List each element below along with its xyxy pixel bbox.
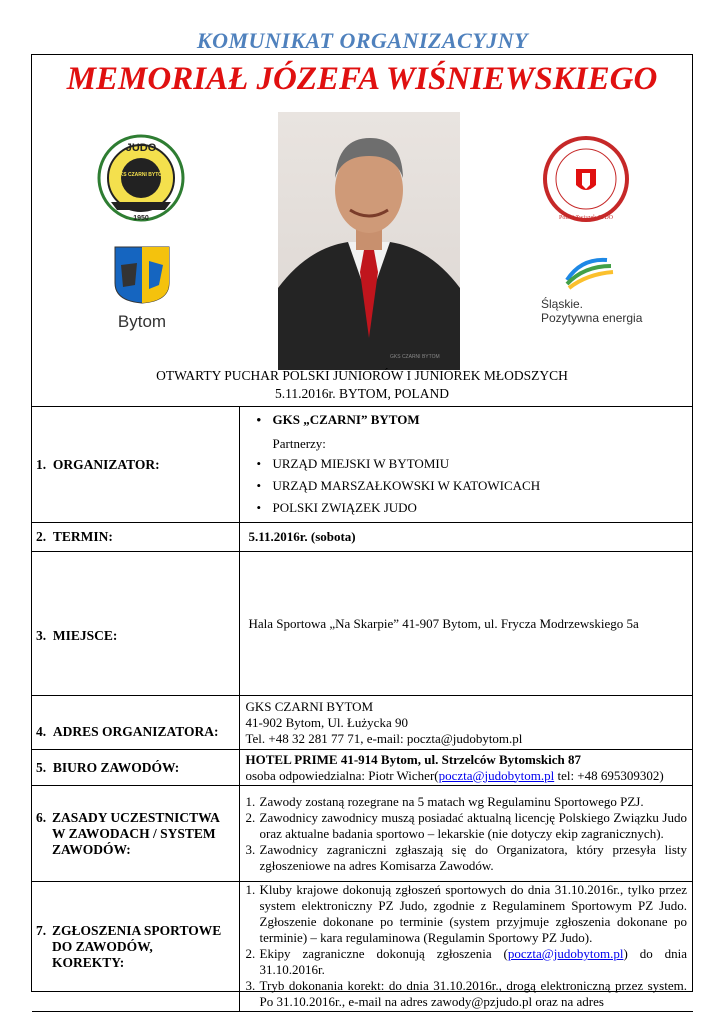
miejsce-value: Hala Sportowa „Na Skarpie” 41-907 Bytom, ul. Frycza Modrzewskiego 5a (239, 552, 693, 696)
zasady-item: 2. Zawodnicy zawodnicy muszą posiadać aktualną licencję Polskiego Związku Judo oraz aktualne badania sportowo – lekarskie (nie dotyczy ekip zagranicznych). (245, 809, 687, 841)
biuro-line-2: osoba odpowiedzialna: Piotr Wicher(poczta@judobytom.pl tel: +48 695309302) (245, 767, 664, 783)
biuro-label: 5. BIURO ZAWODÓW: (32, 750, 239, 786)
row-zasady (32, 786, 693, 882)
document-title: MEMORIAŁ JÓZEFA WIŚNIEWSKIEGO (66, 61, 658, 97)
zasady-item: 3. Zawodnicy zagraniczni zgłaszają się do Organizatora, który przesyła listy zgłoszeniowe na adres Komisarza Zawodów. (245, 841, 687, 873)
organizator-label: 1. ORGANIZATOR: (32, 407, 239, 523)
zasady-value (239, 786, 693, 882)
row-biuro (32, 750, 693, 786)
row-zgloszenia (32, 882, 693, 1012)
row-adres (32, 696, 693, 750)
organizer-main: • GKS „CZARNI” BYTOM (249, 412, 688, 428)
info-table (32, 406, 693, 1012)
row-termin (32, 523, 693, 552)
zgloszenia-item: 3. Tryb dokonania korekt: do dnia 31.10.2016r., drogą elektroniczną przez system. Po 31.10.2016r., e-mail na adres zawody@pzjudo.pl oraz na adres (245, 978, 687, 1009)
event-line-2: 5.11.2016r. BYTOM, POLAND (274, 386, 449, 401)
partner-item: • POLSKI ZWIĄZEK JUDO (249, 500, 688, 516)
document-subtitle: KOMUNIKAT ORGANIZACYJNY (196, 28, 529, 53)
zgloszenia-label: 7. ZGŁOSZENIA SPORTOWE DO ZAWODÓW, KOREKTY: (32, 882, 239, 1012)
partner-item: • URZĄD MIEJSKI W BYTOMIU (249, 456, 688, 472)
biuro-value (239, 750, 693, 786)
adres-label: 4. ADRES ORGANIZATORA: (32, 696, 239, 750)
zgloszenia-email-link[interactable]: poczta@judobytom.pl (507, 946, 624, 961)
judo-club-logo (95, 132, 187, 224)
judo-logo-ring-text: GKS CZARNI BYTOM (115, 172, 167, 178)
termin-label: 2. TERMIN: (32, 523, 239, 552)
judo-logo-year: 1950 (133, 215, 149, 222)
termin-value: 5.11.2016r. (sobota) (239, 523, 693, 552)
miejsce-label: 3. MIEJSCE: (32, 552, 239, 696)
organizator-value (239, 407, 693, 523)
slaskie-logo-line1: Śląskie. (541, 297, 584, 311)
pzj-logo (542, 135, 630, 223)
slaskie-logo-line2: Pozytywna energia (541, 311, 643, 325)
bytom-logo-name: Bytom (117, 312, 167, 331)
zgloszenia-value (239, 882, 693, 1012)
bytom-logo (107, 245, 177, 335)
biuro-line-1: HOTEL PRIME 41-914 Bytom, ul. Strzelców Bytomskich 87 (245, 751, 581, 767)
event-line-1: OTWARTY PUCHAR POLSKI JUNIORÓW I JUNIOREK MŁODSZYCH (156, 368, 568, 383)
adres-value (239, 696, 693, 750)
portrait-photo (278, 112, 460, 370)
photo-caption: GKS CZARNI BYTOM (390, 354, 440, 360)
row-miejsce (32, 552, 693, 696)
zgloszenia-item: 1. Kluby krajowe dokonują zgłoszeń sportowych do dnia 31.10.2016r., tylko przez system elektroniczny PZ Judo, zgodnie z Regulaminem Sportowym PZ Judo. Zgłoszenie dokonane po terminie (system przyjmuje zgłoszenia dokonane po terminie) – kara regulaminowa (Regulamin Sportowy PZ Judo). (245, 882, 687, 945)
zasady-item: 1. Zawody zostaną rozegrane na 5 matach wg Regulaminu Sportowego PZJ. (245, 793, 644, 809)
adres-line-2: 41-902 Bytom, Ul. Łużycka 90 (245, 715, 408, 730)
biuro-email-link[interactable]: poczta@judobytom.pl (438, 767, 555, 783)
zgloszenia-item: 2. Ekipy zagraniczne dokonują zgłoszenia (poczta@judobytom.pl) do dnia 31.10.2016r. (245, 946, 687, 977)
zasady-label: 6. ZASADY UCZESTNICTWA W ZAWODACH / SYSTEM ZAWODÓW: (32, 786, 239, 882)
partners-label: Partnerzy: (272, 436, 326, 451)
adres-line-3: Tel. +48 32 281 77 71, e-mail: poczta@judobytom.pl (245, 731, 523, 746)
adres-line-1: GKS CZARNI BYTOM (245, 699, 374, 714)
row-organizator (32, 407, 693, 523)
partner-item: • URZĄD MARSZAŁKOWSKI W KATOWICACH (249, 478, 688, 494)
judo-logo-top-text: JUDO (125, 142, 157, 154)
document-frame (31, 54, 693, 1009)
slaskie-logo (529, 250, 649, 340)
pzj-logo-ring-text: Polski Związek JUDO (559, 215, 613, 221)
